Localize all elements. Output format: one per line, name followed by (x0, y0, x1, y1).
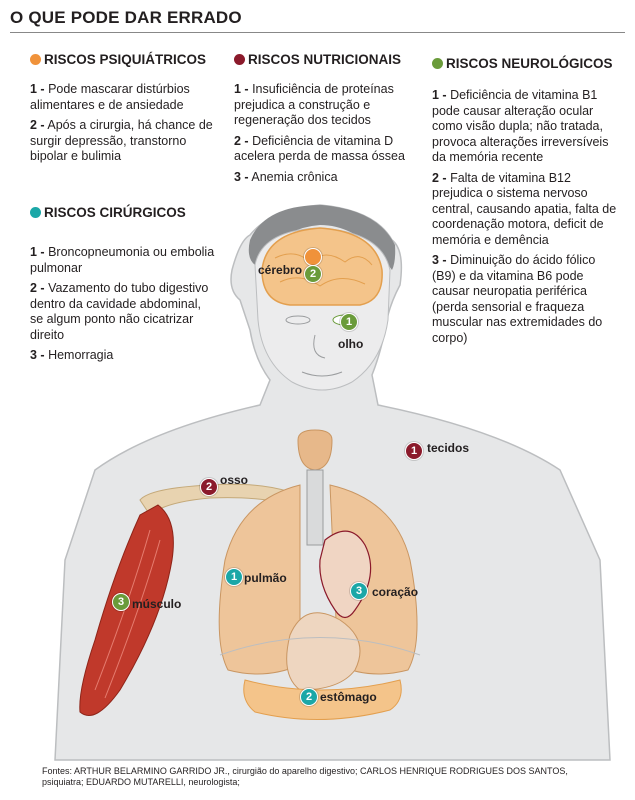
teal-dot-icon (30, 207, 41, 218)
label-tecidos: tecidos (427, 441, 470, 455)
surgical-item-1 (30, 245, 215, 276)
surgical-item-2 (30, 281, 215, 343)
surgical-item-3 (30, 348, 215, 364)
estomago-badge: 2 (300, 688, 318, 706)
item-text: Após a cirurgia, há chance de surgir depressão, transtorno bipolar e bulimia (30, 118, 213, 163)
item-number: 1 - (30, 245, 45, 259)
item-number: 1 - (234, 82, 249, 96)
tecidos-badge: 1 (405, 442, 423, 460)
item-number: 3 - (432, 253, 447, 267)
label-cerebro: cérebro (258, 263, 303, 277)
item-number: 1 - (30, 82, 45, 96)
nutritional-item-3 (234, 170, 414, 186)
neurological-heading-text: RISCOS NEUROLÓGICOS (446, 56, 613, 71)
item-text: Deficiência de vitamina B1 pode causar alteração ocular como visão dupla; não tratada, provoca alterações irreversíveis da memória recente (432, 88, 609, 164)
title-divider (10, 32, 625, 33)
surgical-heading (30, 205, 186, 220)
neurological-item-1 (432, 88, 622, 166)
sources-footer: Fontes: ARTHUR BELARMINO GARRIDO JR., cirurgião do aparelho digestivo; CARLOS HENRIQUE RODRIGUES DOS SANTOS, psiquiatra; EDUARDO MUTARELLI, neurologista; (42, 766, 568, 787)
item-text: Insuficiência de proteínas prejudica a construção e regeneração dos tecidos (234, 82, 394, 127)
green-dot-icon (432, 58, 443, 69)
item-number: 3 - (234, 169, 249, 184)
neurological-item-2 (432, 171, 622, 249)
nutritional-list (234, 82, 414, 190)
psychiatric-heading-text: RISCOS PSIQUIÁTRICOS (44, 52, 207, 67)
label-osso: osso (220, 473, 249, 487)
olho-badge: 1 (340, 313, 358, 331)
item-number: 3 - (30, 348, 45, 362)
item-text: Vazamento do tubo digestivo dentro da cavidade abdominal, se algum ponto não cicatrizar direito (30, 281, 209, 342)
maroon-dot-icon (234, 54, 245, 65)
item-text: Pode mascarar distúrbios alimentares e de ansiedade (30, 82, 190, 112)
item-text: Deficiência de vitamina D acelera perda de massa óssea (234, 133, 405, 163)
item-text: Anemia crônica (248, 169, 338, 184)
surgical-list (30, 245, 215, 369)
trachea (307, 470, 323, 545)
label-coracao: coração (372, 585, 419, 599)
nutritional-item-1 (234, 82, 414, 129)
nutritional-heading-text: RISCOS NUTRICIONAIS (248, 52, 402, 67)
label-olho: olho (338, 337, 364, 351)
item-text: Broncopneumonia ou embolia pulmonar (30, 245, 215, 275)
item-number: 2 - (234, 133, 249, 148)
label-estomago: estômago (320, 690, 377, 704)
label-musculo: músculo (132, 597, 182, 611)
neurological-heading (432, 56, 613, 71)
orange-dot-icon (304, 248, 322, 266)
neurological-list (432, 88, 622, 351)
item-text: Falta de vitamina B12 prejudica o sistema nervoso central, causando apatia, falta de coordenação motora, deficit de memória e demência (432, 170, 617, 247)
cerebro-badge: 2 (304, 265, 322, 283)
musculo-badge: 3 (112, 593, 130, 611)
item-text: Hemorragia (44, 348, 114, 362)
label-pulmao: pulmão (244, 571, 287, 585)
item-number: 1 - (432, 88, 447, 102)
page-title: O QUE PODE DAR ERRADO (10, 8, 242, 27)
psychiatric-item-2 (30, 118, 215, 165)
surgical-heading-text: RISCOS CIRÚRGICOS (44, 205, 186, 220)
item-text: Diminuição do ácido fólico (B9) e da vitamina B6 pode causar neuropatia periférica (perda sensorial e fraqueza muscular nas extremidades do corpo) (432, 253, 603, 345)
item-number: 2 - (30, 118, 45, 132)
orange-dot-icon (30, 54, 41, 65)
psychiatric-list (30, 82, 215, 170)
psychiatric-item-1 (30, 82, 215, 113)
coracao-badge: 3 (350, 582, 368, 600)
nutritional-item-2 (234, 134, 414, 165)
item-number: 2 - (432, 170, 447, 185)
pulmao-badge: 1 (225, 568, 243, 586)
osso-badge: 2 (200, 478, 218, 496)
nutritional-heading (234, 52, 401, 67)
neurological-item-3 (432, 253, 622, 346)
item-number: 2 - (30, 281, 45, 295)
psychiatric-heading (30, 52, 206, 67)
